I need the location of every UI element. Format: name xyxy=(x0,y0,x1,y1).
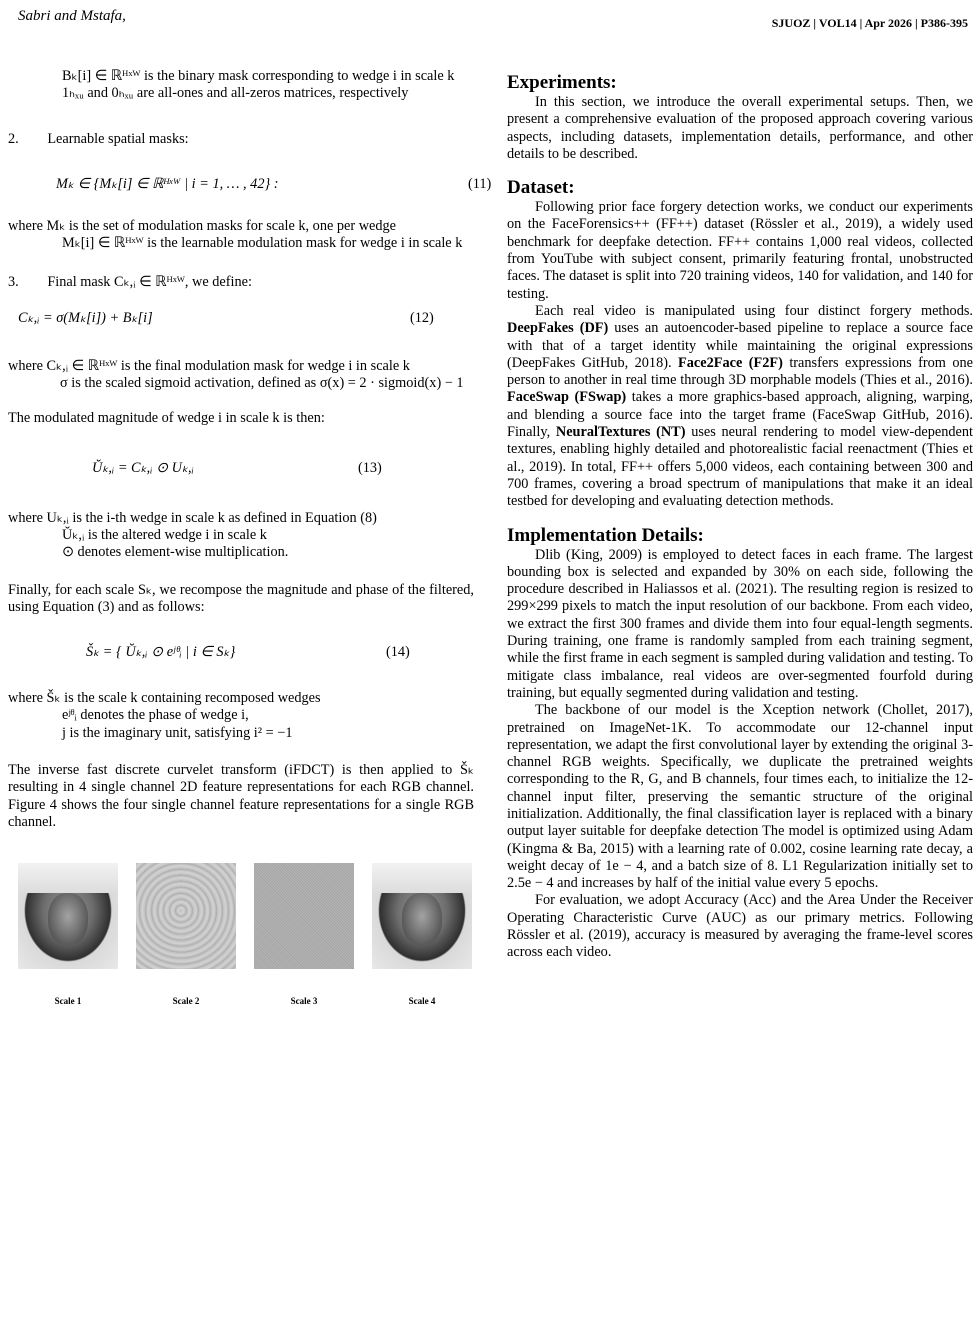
figure-panel-scale-3 xyxy=(254,863,354,1010)
figure-4 xyxy=(8,863,474,1010)
modulated-intro: The modulated magnitude of wedge i in scale k is then: xyxy=(8,410,325,427)
implementation-paragraph-1: Dlib (King, 2009) is employed to detect faces in each frame. The largest bounding box is selected and expanded by 30% on each side, following the procedure described in Haliassos et al. (2021). The resulting region is resized to 299×299 pixels to match the input resolution of our backbone. From each video, we extract the first 300 frames and divide them into four equal-length segments. During training, one frame is randomly sampled from each training segment, while the first frame in each segment is sampled during validation and testing. To mitigate class imbalance, real videos are over-segmented fourfold during training, but equally segmented during validation and testing. xyxy=(507,546,973,701)
method-deepfakes: DeepFakes (DF) xyxy=(507,320,609,337)
equation-13 xyxy=(8,458,474,480)
experiments-paragraph: In this section, we introduce the overall experimental setups. Then, we present a comprehensive evaluation of the proposed approach covering various aspects, including datasets, implementation details, performance, and other details to be described. xyxy=(507,94,973,162)
method-neuraltextures: NeuralTextures (NT) xyxy=(555,424,686,441)
dataset-heading: Dataset: xyxy=(507,177,575,199)
face-image-scale-1 xyxy=(18,863,118,969)
list-item-3: 3. Final mask Cₖ,ᵢ ∈ ℝᴴˣᵂ, we define: xyxy=(8,274,252,291)
dataset-paragraph-1: Following prior face forgery detection works, we conduct our experiments on the FaceForensics++ (FF++) dataset (Rössler et al., 2019), a widely used benchmark for deepfake detection. FF++ contains 1,000 real videos, collected from YouTube with subject consent, primarily featuring frontal, unobstructed faces. The dataset is split into 720 training videos, 140 for validation, and 140 for testing. xyxy=(507,199,973,302)
dataset-p2-c: transfers expressions from one person to another in real time through 3D morphable models (Thies et al., 2016). xyxy=(507,354,973,389)
dataset-paragraph-2 xyxy=(507,303,973,511)
method-face2face: Face2Face (F2F) xyxy=(678,354,783,371)
where-uki: where Uₖ,ᵢ is the i-th wedge in scale k as defined in Equation (8) xyxy=(8,509,377,526)
implementation-paragraph-2: The backbone of our model is the Xception network (Chollet, 2017), pretrained on ImageNet-1K. To accommodate our 12-channel input representation, we adapt the first convolutional layer by extending the original 3-channel RGB weights. Specifically, we duplicate the pretrained weights corresponding to the R, G, and B channels, four times each, to initialize the 12-channel input filter, preserving the semantic structure of the original initialization. Additionally, the final classification layer is replaced with a binary output layer suitable for deepfake detection The model is optimized using Adam (Kingma & Ba, 2015) with a learning rate of 0.002, cosine learning rate decay, a weight decay of 1e − 4, and a batch size of 8. L1 Regularization initially set to 2.5e − 4 and increases by half of the initial value every 5 epochs. xyxy=(507,702,973,892)
odot-description: ⊙ denotes element-wise multiplication. xyxy=(62,544,289,561)
dataset-p2-e: uses neural rendering to model view-dependent textures, enabling highly detailed and photorealistic facial reenactment (Thies et al., 2019). In total, FF++ offers 5,000 videos, each containing between 300 and 700 frames, covering a broad spectrum of manipulations that make it an ideal testbed for developing and evaluating detection methods. xyxy=(507,424,974,510)
altered-description: Ŭₖ,ᵢ is the altered wedge i in scale k xyxy=(62,526,267,543)
equation-12-number: (12) xyxy=(410,309,434,326)
implementation-paragraph-3: For evaluation, we adopt Accuracy (Acc) and the Area Under the Receiver Operating Characteristic Curve (AUC) as our primary metrics. Following Rössler et al. (2019), accuracy is measured by averaging the frame-level scores across each video. xyxy=(507,892,973,961)
equation-11-expr: Mₖ ∈ {Mₖ[i] ∈ ℝᴴˣᵂ | i = 1, … , 42} : xyxy=(56,175,279,192)
phase-description: eʲᶿᵢ denotes the phase of wedge i, xyxy=(62,707,249,724)
figure-caption-1: Scale 1 xyxy=(54,996,82,1007)
equation-12-expr: Cₖ,ᵢ = σ(Mₖ[i]) + Bₖ[i] xyxy=(18,309,153,326)
dataset-p2-a: Each real video is manipulated using four distinct forgery methods. xyxy=(535,302,973,319)
equation-12 xyxy=(8,308,474,330)
equation-13-expr: Ŭₖ,ᵢ = Cₖ,ᵢ ⊙ Uₖ,ᵢ xyxy=(92,459,194,476)
experiments-heading: Experiments: xyxy=(507,72,617,93)
figure-caption-4: Scale 4 xyxy=(408,996,436,1007)
bk-description: Bₖ[i] ∈ ℝᴴˣᵂ is the binary mask corresponding to wedge i in scale k xyxy=(62,68,455,84)
implementation-heading: Implementation Details: xyxy=(507,524,704,546)
figure-panel-scale-4 xyxy=(372,863,472,1010)
where-cki: where Cₖ,ᵢ ∈ ℝᴴˣᵂ is the final modulation mask for wedge i in scale k xyxy=(8,357,410,374)
equation-14-expr: Šₖ = { Ŭₖ,ᵢ ⊙ eʲᶿᵢ | i ∈ Sₖ} xyxy=(86,644,236,661)
dataset-p2-b: uses an autoencoder-based pipeline to replace a source face with that of a target identity while maintaining the original expressions (DeepFakes GitHub, 2018). xyxy=(507,320,973,371)
sigma-description: σ is the scaled sigmoid activation, defined as σ(x) = 2 · sigmoid(x) − 1 xyxy=(60,375,464,392)
running-head-journal: SJUOZ | VOL14 | Apr 2026 | P386-395 xyxy=(771,16,968,30)
left-column xyxy=(8,68,492,1011)
figure-panel-scale-1 xyxy=(18,863,118,1010)
face-image-scale-4 xyxy=(372,863,472,969)
equation-14 xyxy=(8,642,474,664)
ifdct-paragraph: The inverse fast discrete curvelet transform (iFDCT) is then applied to Šₖ resulting in 4 single channel 2D feature representations for each RGB channel. Figure 4 shows the four single channel feature representations for a single RGB channel. xyxy=(8,762,474,830)
where-mk: where Mₖ is the set of modulation masks for scale k, one per wedge xyxy=(8,217,397,234)
finally-paragraph: Finally, for each scale Sₖ, we recompose the magnitude and phase of the filtered, using Equation (3) and as follows: xyxy=(8,581,474,615)
list-item-2: 2. Learnable spatial masks: xyxy=(8,130,189,147)
feature-image-scale-2 xyxy=(136,863,236,969)
equation-14-number: (14) xyxy=(386,644,410,661)
equation-11 xyxy=(8,174,492,196)
equation-11-number: (11) xyxy=(468,175,492,192)
mki-description: Mₖ[i] ∈ ℝᴴˣᵂ is the learnable modulation mask for wedge i in scale k xyxy=(62,235,463,252)
imaginary-description: j is the imaginary unit, satisfying i² = −1 xyxy=(62,724,293,741)
figure-caption-2: Scale 2 xyxy=(172,996,200,1007)
running-head-authors: Sabri and Mstafa, xyxy=(18,8,126,24)
dataset-p2-d: takes a more graphics-based approach, aligning, warping, and blending a source face into the target frame (FaceSwap GitHub, 2016). Finally, xyxy=(507,389,974,441)
ones-zeros-description: 1ₕₓᵤ and 0ₕₓᵤ are all-ones and all-zeros matrices, respectively xyxy=(62,85,409,102)
right-column xyxy=(507,68,973,962)
figure-panel-scale-2 xyxy=(136,863,236,1010)
equation-13-number: (13) xyxy=(358,459,382,476)
method-faceswap: FaceSwap (FSwap) xyxy=(507,389,627,406)
figure-caption-3: Scale 3 xyxy=(290,996,318,1007)
feature-image-scale-3 xyxy=(254,863,354,969)
where-sk: where Šₖ is the scale k containing recomposed wedges xyxy=(8,690,321,707)
